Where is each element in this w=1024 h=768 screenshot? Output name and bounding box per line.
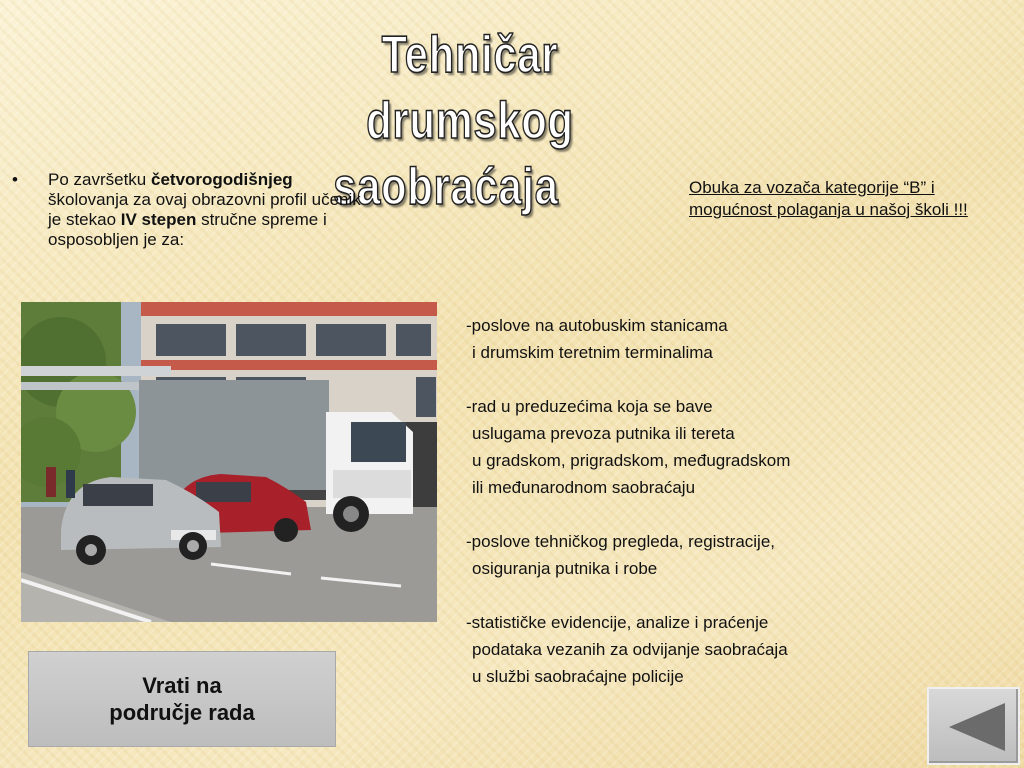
- list-item: [466, 393, 936, 501]
- list-item-line: u službi saobraćajne policije: [472, 667, 684, 686]
- intro-text-3: stručne spreme i osposobljen je za:: [48, 210, 327, 249]
- street-photo-image: [21, 302, 437, 622]
- triangle-left-icon: [929, 689, 1018, 763]
- list-item-line: -poslove na autobuskim stanicama: [466, 316, 728, 335]
- list-item-line: podataka vezanih za odvijanje saobraćaja: [472, 640, 788, 659]
- intro-text-1: Po završetku: [48, 170, 151, 189]
- street-photo: [21, 302, 437, 622]
- back-to-field-button[interactable]: [28, 651, 336, 747]
- list-item: [466, 312, 936, 366]
- list-item: [466, 609, 936, 690]
- driving-course-link[interactable]: Obuka za vozača kategorije “B” i mogućnost polaganja u našoj školi !!!: [689, 178, 968, 219]
- intro-text-2: školovanja za ovaj obrazovni profil učenik je stekao: [48, 190, 361, 229]
- previous-slide-button[interactable]: [927, 687, 1020, 765]
- list-item-line: uslugama prevoza putnika ili tereta: [472, 424, 735, 443]
- list-item: [466, 528, 936, 582]
- intro-bold-1: četvorogodišnjeg: [151, 170, 293, 189]
- list-item-line: u gradskom, prigradskom, međugradskom: [472, 451, 791, 470]
- list-item-line: -statističke evidencije, analize i praćenje: [466, 613, 769, 632]
- list-item-line: i drumskim teretnim terminalima: [472, 343, 713, 362]
- job-list: [466, 312, 936, 717]
- list-item-line: -poslove tehničkog pregleda, registracije,: [466, 532, 776, 551]
- list-item-line: osiguranja putnika i robe: [472, 559, 658, 578]
- title-line-1: Tehničar drumskog: [366, 26, 574, 150]
- title-line-2: saobraćaja: [333, 158, 559, 216]
- list-item-line: ili međunarodnom saobraćaju: [472, 478, 696, 497]
- intro-bold-2: IV stepen: [120, 210, 197, 229]
- back-button-line-2: područje rada: [109, 700, 255, 725]
- back-button-line-1: Vrati na: [142, 673, 222, 698]
- list-item-line: -rad u preduzećima koja se bave: [466, 397, 713, 416]
- intro-paragraph: [8, 170, 368, 250]
- bullet-icon: •: [12, 170, 18, 189]
